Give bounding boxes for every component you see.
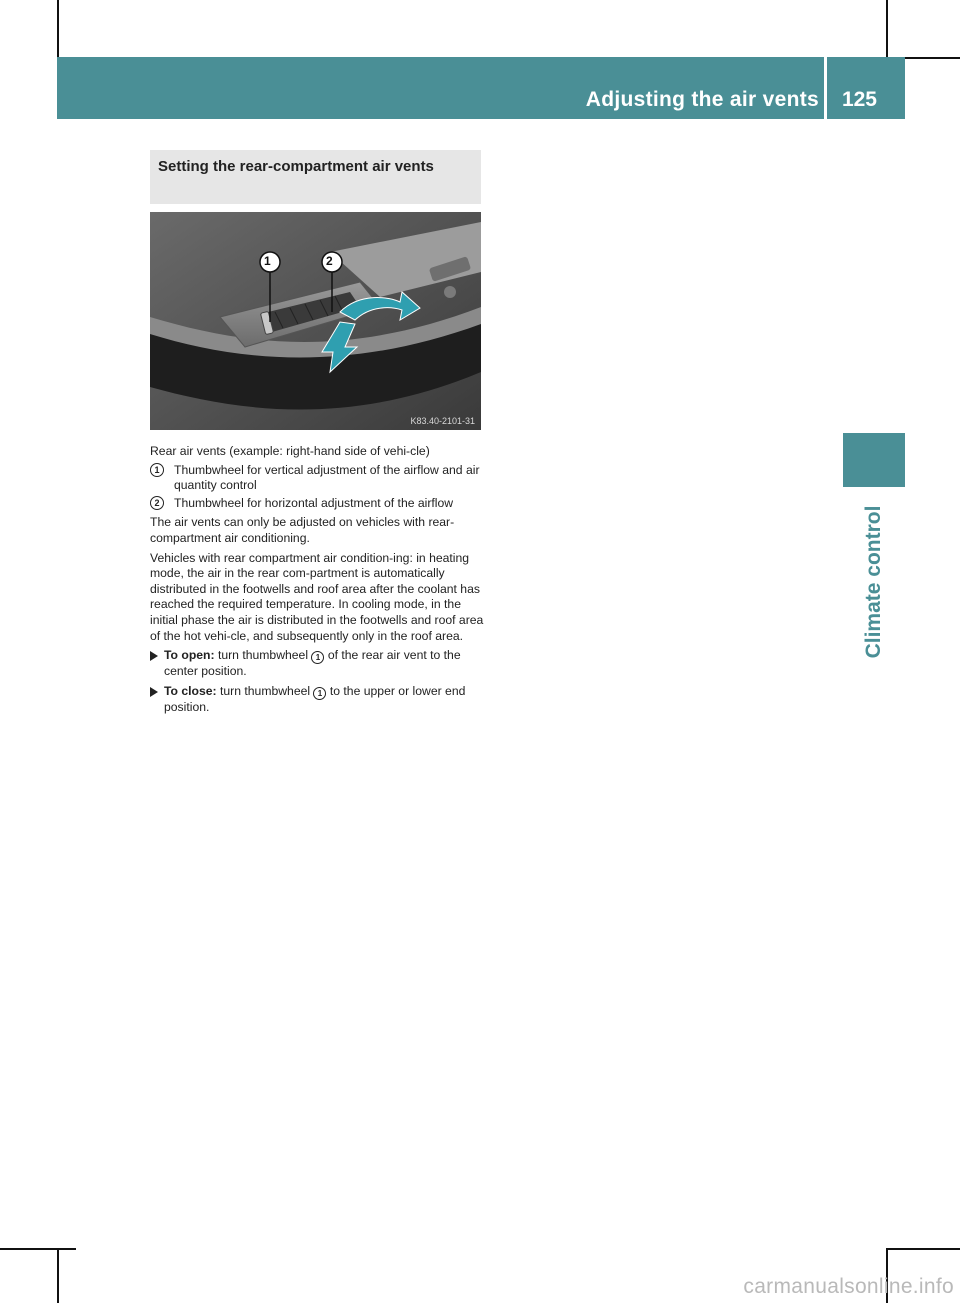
step-text-post: of the rear air vent to the center position. bbox=[164, 648, 461, 679]
watermark: carmanualsonline.info bbox=[743, 1275, 954, 1298]
step-text-post: to the upper or lower end position. bbox=[164, 683, 466, 714]
air-vent-drawing bbox=[150, 212, 481, 430]
legend-text: Thumbwheel for horizontal adjustment of the airflow bbox=[174, 495, 454, 510]
header-divider bbox=[824, 57, 827, 119]
crop-mark-bottom-right-horizontal bbox=[886, 1248, 960, 1250]
instruction-step bbox=[150, 684, 486, 716]
legend-number-1: 1 bbox=[150, 463, 164, 477]
crop-mark-top-right-horizontal bbox=[905, 57, 960, 59]
page-header bbox=[57, 57, 905, 119]
crop-mark-bottom-left-horizontal bbox=[0, 1248, 76, 1250]
step-label: To open: bbox=[164, 648, 215, 663]
paragraph: The air vents can only be adjusted on vehicles with rear-compartment air conditioning. bbox=[150, 515, 455, 545]
legend-item bbox=[150, 463, 486, 494]
body-text bbox=[150, 444, 486, 719]
legend-number-2: 2 bbox=[150, 496, 164, 510]
rear-air-vent-illustration bbox=[150, 212, 481, 430]
page-number: 125 bbox=[841, 88, 877, 111]
paragraph: Vehicles with rear compartment air condition-ing: in heating mode, the air in the rear com-partment is automatically distributed in the footwells and roof area after the coolant has reached the required temperature. In cooling mode, in the initial phase the air is distributed in the footwells and roof area of the hot vehi-cle, and subsequently only in the roof area. bbox=[150, 550, 484, 643]
step-arrow-icon bbox=[150, 687, 158, 697]
callout-1: 1 bbox=[264, 254, 271, 268]
side-tab-label: Climate control bbox=[862, 505, 885, 659]
step-text-pre: turn thumbwheel bbox=[219, 683, 311, 698]
callout-2: 2 bbox=[326, 254, 333, 268]
crop-mark-top-left-vertical bbox=[57, 0, 59, 57]
step-arrow-icon bbox=[150, 651, 158, 661]
section-heading: Setting the rear-compartment air vents bbox=[150, 150, 481, 204]
crop-mark-top-right-vertical bbox=[886, 0, 888, 57]
instruction-step bbox=[150, 648, 486, 680]
side-tab-marker bbox=[843, 433, 905, 487]
legend-item bbox=[150, 496, 486, 512]
header-title: Adjusting the air vents bbox=[585, 88, 819, 111]
step-number: 1 bbox=[311, 651, 324, 664]
figure-caption: Rear air vents (example: right-hand side of vehi-cle) bbox=[150, 444, 430, 458]
crop-mark-bottom-left-vertical bbox=[57, 1248, 59, 1303]
legend-text: Thumbwheel for vertical adjustment of the airflow and air quantity control bbox=[174, 462, 480, 493]
step-number: 1 bbox=[313, 687, 326, 700]
step-text-pre: turn thumbwheel bbox=[217, 648, 309, 663]
step-label: To close: bbox=[164, 683, 217, 698]
figure-code: K83.40-2101-31 bbox=[410, 416, 475, 426]
